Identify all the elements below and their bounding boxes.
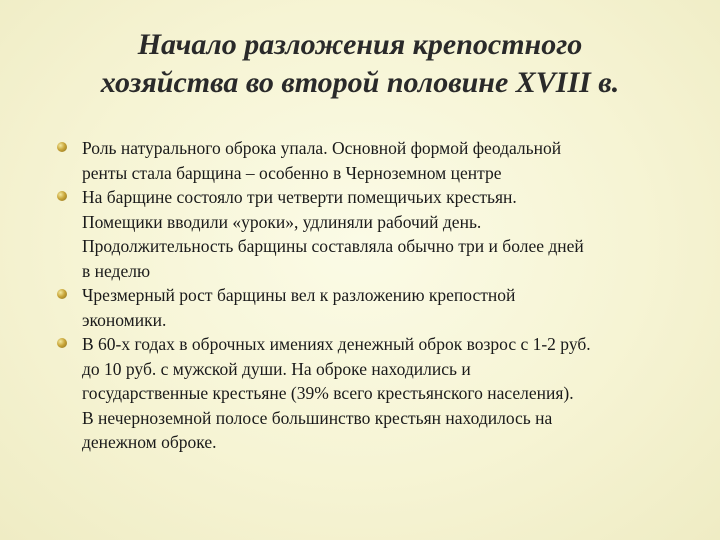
bullet-line: экономики. bbox=[82, 309, 167, 330]
title-line-1: Начало разложения крепостного bbox=[137, 28, 583, 61]
gold-dot-icon bbox=[57, 142, 67, 152]
bullet-line: В нечерноземной полосе большинство крестьян находилось на bbox=[82, 407, 553, 428]
bullet-item bbox=[56, 136, 696, 185]
bullet-line: Помещики вводили «уроки», удлиняли рабочий день. bbox=[82, 211, 482, 232]
slide-title bbox=[40, 26, 680, 102]
gold-dot-icon bbox=[57, 289, 67, 299]
bullet-line: Чрезмерный рост барщины вел к разложению крепостной bbox=[82, 285, 516, 305]
bullet-item bbox=[56, 283, 696, 332]
bullet-line: В 60-х годах в оброчных имениях денежный оброк возрос с 1-2 руб. bbox=[82, 334, 591, 354]
bullet-line: ренты стала барщина – особенно в Черноземном центре bbox=[82, 162, 502, 183]
bullet-item bbox=[56, 185, 696, 283]
bullet-line: до 10 руб. с мужской души. На оброке находились и bbox=[82, 358, 471, 379]
bullet-line: государственные крестьяне (39% всего крестьянского населения). bbox=[82, 383, 574, 403]
gold-dot-icon bbox=[57, 191, 67, 201]
bullet-list bbox=[56, 136, 696, 455]
gold-dot-icon bbox=[57, 338, 67, 348]
bullet-line: Продолжительность барщины составляла обычно три и более дней bbox=[82, 236, 584, 256]
bullet-item bbox=[56, 332, 696, 455]
bullet-line: Роль натурального оброка упала. Основной формой феодальной bbox=[82, 138, 562, 158]
title-line-2: хозяйства во второй половине XVIII в. bbox=[100, 66, 620, 99]
bullet-line: денежном оброке. bbox=[82, 432, 217, 452]
bullet-line: На барщине состояло три четверти помещичьих крестьян. bbox=[82, 187, 517, 207]
bullet-line: в неделю bbox=[82, 260, 151, 281]
